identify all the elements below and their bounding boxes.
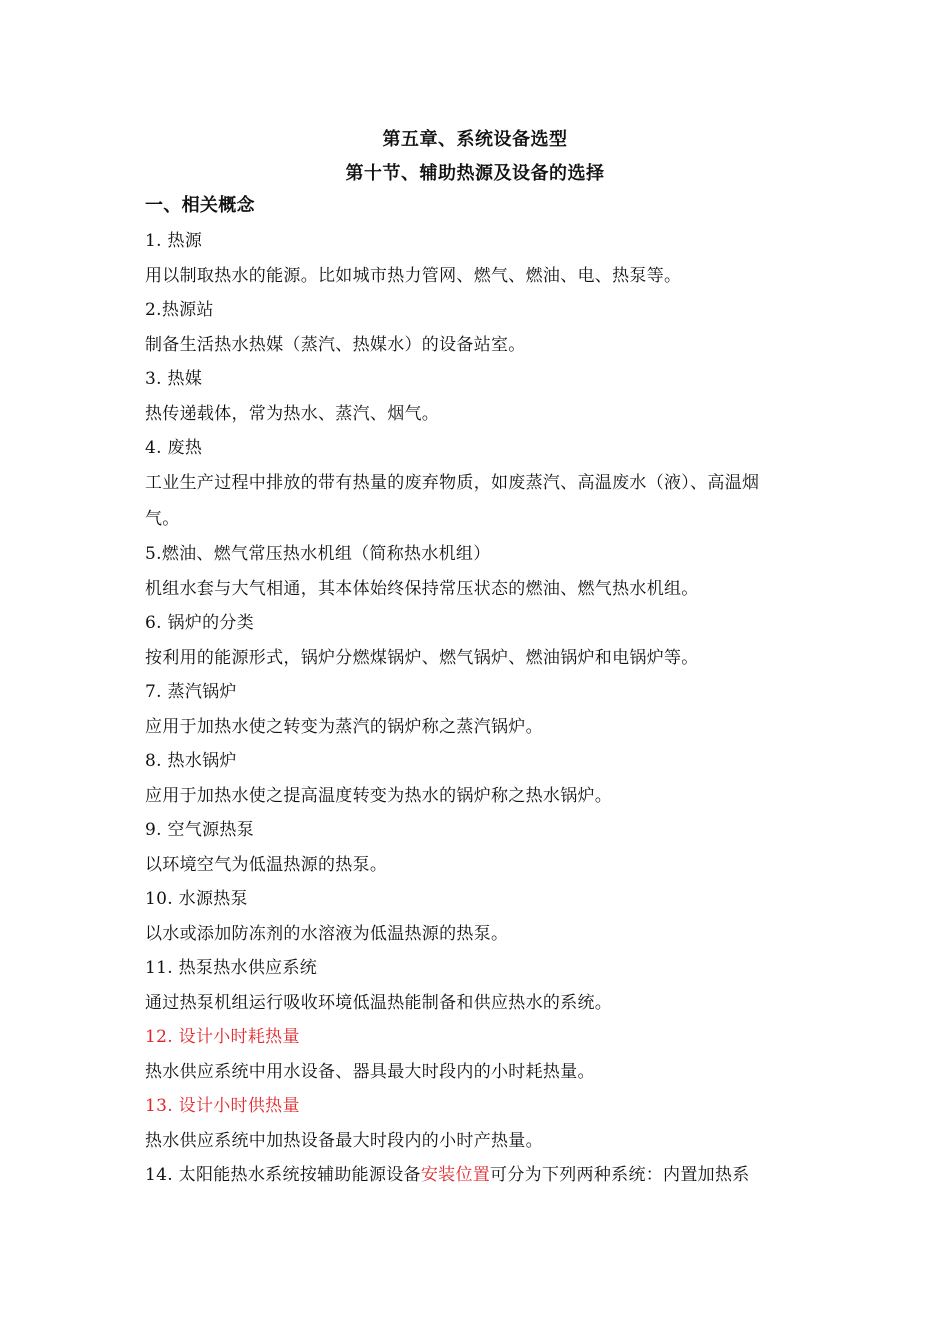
term-6: 6. 锅炉的分类 [145, 613, 255, 633]
term-9: 9. 空气源热泵 [145, 820, 255, 840]
chapter-title: 第五章、系统设备选型 [382, 129, 568, 150]
item-14-highlight: 安装位置 [420, 1165, 491, 1185]
definition-11: 通过热泵机组运行吸收环境低温热能制备和供应热水的系统。 [145, 993, 613, 1013]
definition-4: 工业生产过程中排放的带有热量的废弃物质，如废蒸汽、高温废水（液）、高温烟 [145, 473, 760, 493]
definition-3: 热传递载体，常为热水、蒸汽、烟气。 [145, 404, 440, 424]
term-2: 2.热源站 [145, 300, 214, 320]
definition-4-cont: 气。 [145, 509, 180, 529]
item-14-line [145, 1163, 815, 1187]
term-1: 1. 热源 [145, 231, 203, 251]
definition-9: 以环境空气为低温热源的热泵。 [145, 855, 388, 875]
term-13: 13. 设计小时供热量 [145, 1096, 300, 1116]
term-10: 10. 水源热泵 [145, 889, 248, 909]
definition-2: 制备生活热水热媒（蒸汽、热媒水）的设备站室。 [145, 335, 526, 355]
term-7: 7. 蒸汽锅炉 [145, 682, 237, 702]
definition-13: 热水供应系统中加热设备最大时段内的小时产热量。 [145, 1131, 543, 1151]
definition-12: 热水供应系统中用水设备、器具最大时段内的小时耗热量。 [145, 1062, 595, 1082]
definition-10: 以水或添加防冻剂的水溶液为低温热源的热泵。 [145, 924, 509, 944]
item-14-text-before: 14. 太阳能热水系统按辅助能源设备 [145, 1165, 421, 1185]
term-5: 5.燃油、燃气常压热水机组（简称热水机组） [145, 544, 491, 564]
definition-8: 应用于加热水使之提高温度转变为热水的锅炉称之热水锅炉。 [145, 786, 613, 806]
term-11: 11. 热泵热水供应系统 [145, 958, 318, 978]
definition-6: 按利用的能源形式，锅炉分燃煤锅炉、燃气锅炉、燃油锅炉和电锅炉等。 [145, 648, 699, 668]
definition-1: 用以制取热水的能源。比如城市热力管网、燃气、燃油、电、热泵等。 [145, 266, 682, 286]
definition-5: 机组水套与大气相通，其本体始终保持常压状态的燃油、燃气热水机组。 [145, 579, 699, 599]
section-title: 第十节、辅助热源及设备的选择 [345, 163, 605, 184]
definition-7: 应用于加热水使之转变为蒸汽的锅炉称之蒸汽锅炉。 [145, 717, 543, 737]
section-heading: 一、相关概念 [145, 195, 255, 216]
item-14-text-after: 可分为下列两种系统：内置加热系 [490, 1165, 750, 1185]
term-8: 8. 热水锅炉 [145, 751, 237, 771]
term-3: 3. 热媒 [145, 369, 203, 389]
term-12: 12. 设计小时耗热量 [145, 1027, 300, 1047]
term-4: 4. 废热 [145, 438, 203, 458]
